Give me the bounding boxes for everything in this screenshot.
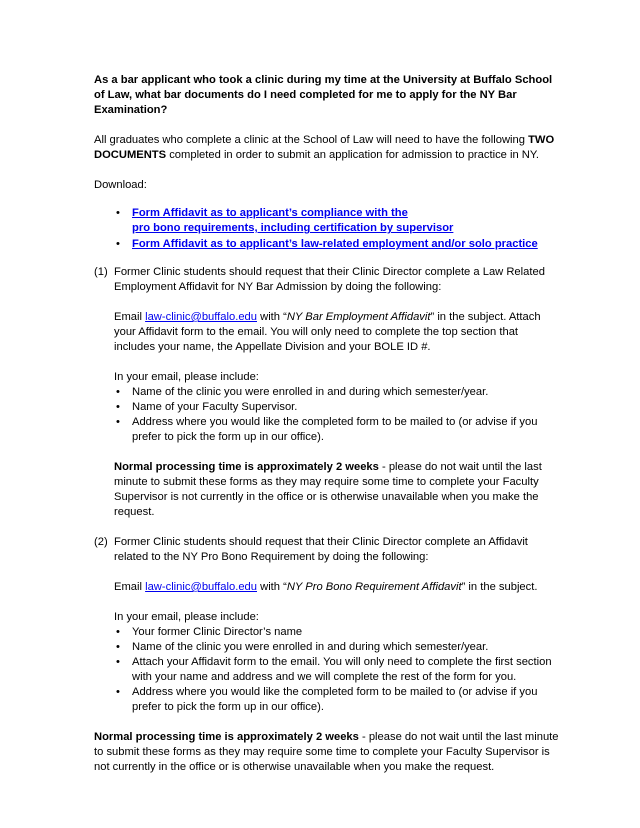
- email-mid-text: with “: [257, 311, 287, 323]
- link-line2: pro bono requirements, including certification by supervisor: [132, 222, 454, 234]
- final-processing-note: [94, 730, 560, 775]
- section-1-lead: Former Clinic students should request that their Clinic Director complete a Law Related Employment Affidavit for NY Bar Admission by doing the following:: [114, 266, 545, 293]
- section-1-email-instructions: [114, 310, 560, 355]
- link-line1: Form Affidavit as to applicant’s compliance with the: [132, 207, 408, 219]
- email-pre-text: Email: [114, 581, 146, 593]
- list-item: • Your former Clinic Director’s name: [114, 625, 560, 640]
- intro-pre: All graduates who complete a clinic at the School of Law will need to have the following: [94, 134, 529, 146]
- list-item: • Address where you would like the completed form to be mailed to (or advise if you prefer to pick the form up in our office).: [114, 415, 560, 445]
- list-item: • Attach your Affidavit form to the email. You will only need to complete the first section with your name and address and we will complete the rest of the form for you.: [114, 655, 560, 685]
- list-item: • Name of your Faculty Supervisor.: [114, 400, 560, 415]
- section-1: [94, 265, 560, 520]
- section-2-number: (2): [94, 536, 108, 548]
- email-post-text: ” in the subject.: [461, 581, 538, 593]
- section-1-number: (1): [94, 266, 108, 278]
- email-link[interactable]: law-clinic@buffalo.edu: [145, 581, 257, 593]
- section-2: [94, 535, 560, 715]
- list-item: • Name of the clinic you were enrolled in and during which semester/year.: [114, 385, 560, 400]
- processing-rest: - please do not wait until the last minute to submit these forms as they may require some time to complete your Faculty Supervisor is not currently in the office or is otherwise unavailable when you make the request.: [114, 461, 542, 518]
- question-heading: As a bar applicant who took a clinic during my time at the University at Buffalo School of Law, what bar documents do I need completed for me to apply for the NY Bar Examination?: [94, 74, 553, 116]
- processing-rest: - please do not wait until the last minute to submit these forms as they may require some time to complete your Faculty Supervisor is not currently in the office or is otherwise unavailable when you make the request.: [94, 731, 559, 773]
- pro-bono-affidavit-link[interactable]: [132, 207, 453, 234]
- intro-paragraph: [94, 133, 560, 163]
- email-pre-text: Email: [114, 311, 146, 323]
- email-subject: NY Bar Employment Affidavit: [286, 311, 431, 323]
- section-1-include-list: [114, 385, 560, 445]
- section-2-lead: Former Clinic students should request that their Clinic Director complete an Affidavit related to the NY Pro Bono Requirement by doing the following:: [114, 536, 528, 563]
- download-list: [94, 206, 560, 252]
- email-subject: NY Pro Bono Requirement Affidavit: [286, 581, 462, 593]
- list-item: • Address where you would like the completed form to be mailed to (or advise if you prefer to pick the form up in our office).: [114, 685, 560, 715]
- section-2-include-list: [114, 625, 560, 715]
- processing-bold: Normal processing time is approximately 2 weeks: [114, 461, 379, 473]
- intro-post: completed in order to submit an application for admission to practice in NY.: [166, 149, 540, 161]
- employment-affidavit-link[interactable]: Form Affidavit as to applicant’s law-related employment and/or solo practice: [132, 238, 538, 250]
- download-item-employment: [94, 237, 560, 252]
- processing-bold: Normal processing time is approximately 2 weeks: [94, 731, 359, 743]
- email-post-text: ” in the subject. Attach your Affidavit form to the email. You will only need to complete the top section that includes your name, the Appellate Division and your BOLE ID #.: [114, 311, 541, 353]
- section-1-include-label: In your email, please include:: [114, 371, 259, 383]
- email-link[interactable]: law-clinic@buffalo.edu: [145, 311, 257, 323]
- section-1-processing-note: [114, 460, 560, 520]
- download-item-pro-bono: [94, 206, 560, 236]
- email-mid-text: with “: [257, 581, 287, 593]
- download-label: Download:: [94, 179, 147, 191]
- list-item: • Name of the clinic you were enrolled in and during which semester/year.: [114, 640, 560, 655]
- intro-bold: TWO DOCUMENTS: [94, 134, 555, 161]
- section-2-email-instructions: [114, 580, 560, 595]
- section-2-include-label: In your email, please include:: [114, 611, 259, 623]
